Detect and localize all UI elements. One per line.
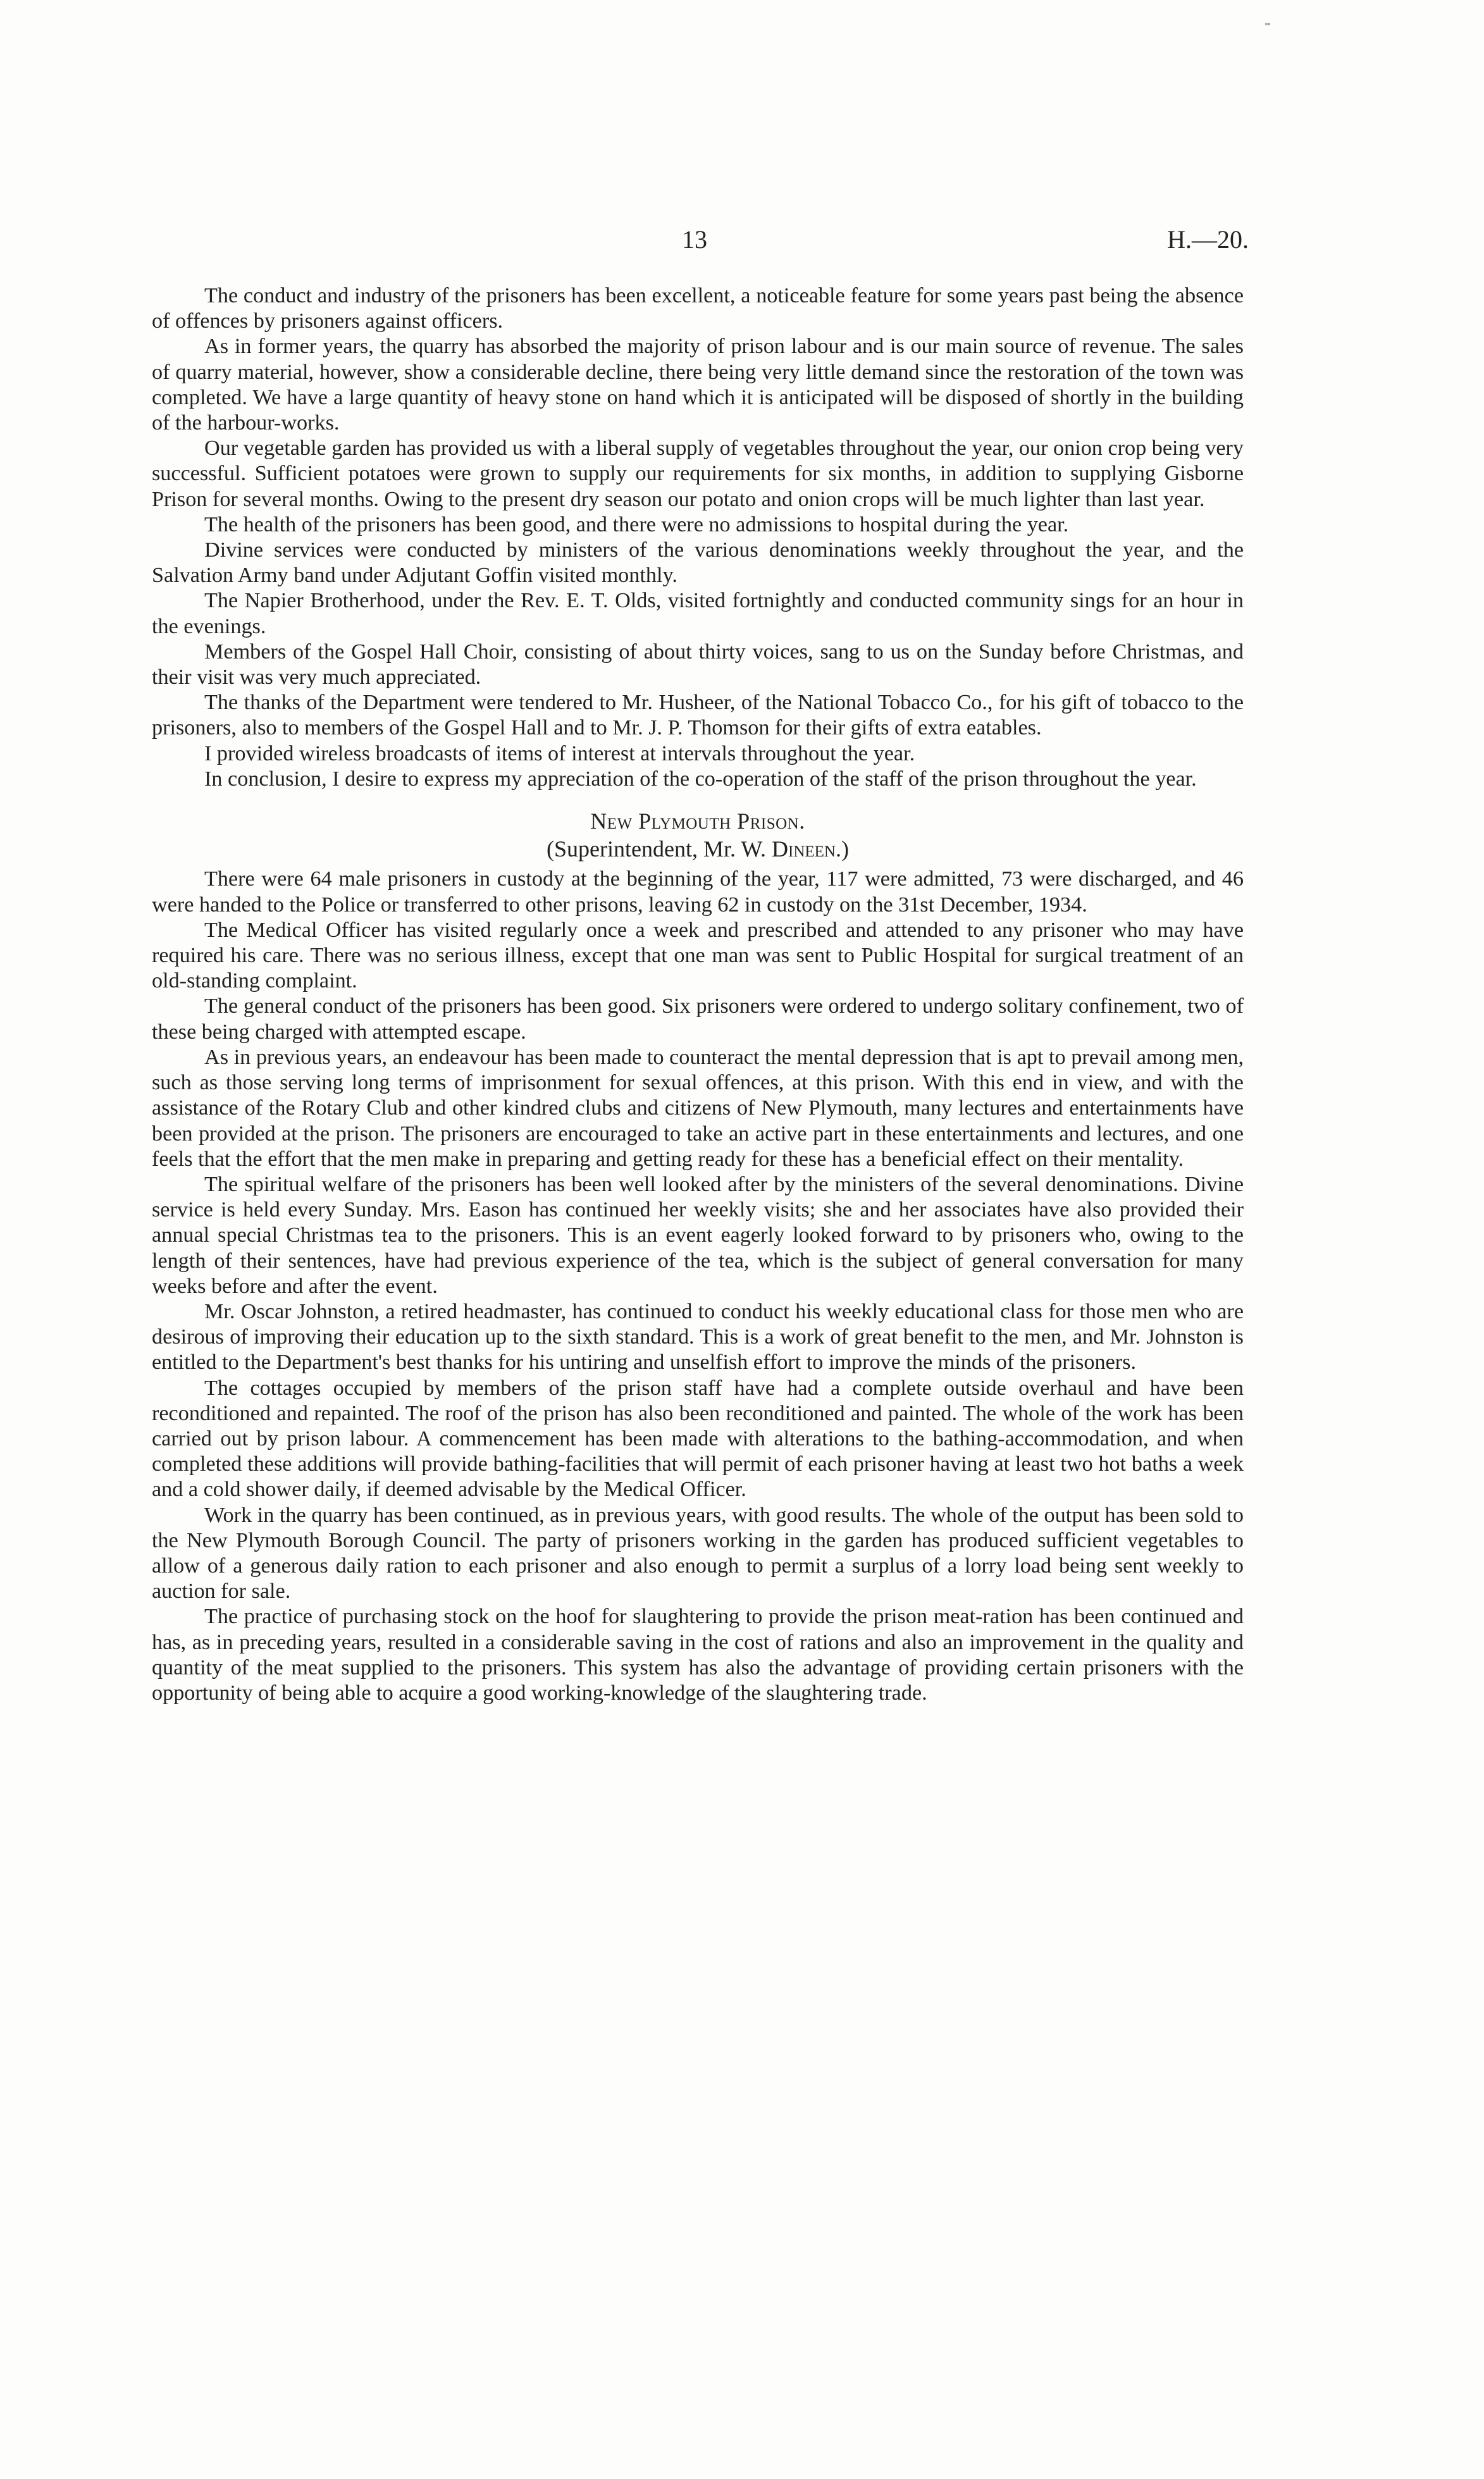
paragraph: The Medical Officer has visited regularly once a week and prescribed and attended to any prisoner who may have required his care. There was no serious illness, except that one man was sent to Public Hospital for surgical treatment of an old-standing complaint. — [152, 918, 1244, 993]
paragraph: As in previous years, an endeavour has been made to counteract the mental depression that is apt to prevail among men, such as those serving long terms of imprisonment for sexual offences, at this prison. With this end in view, and with the assistance of the Rotary Club and other kindred clubs and citizens of New Plymouth, many lectures and entertainments have been provided at the prison. The prisoners are encouraged to take an active part in these entertainments and lectures, and one feels that the effort that the men make in preparing and getting ready for these has a beneficial effect on their mentality. — [152, 1045, 1244, 1171]
paragraph: The thanks of the Department were tendered to Mr. Husheer, of the National Tobacco Co., for his gift of tobacco to the prisoners, also to members of the Gospel Hall and to Mr. J. P. Thomson for their gifts of extra eatables. — [152, 691, 1244, 740]
paragraph: Work in the quarry has been continued, as in previous years, with good results. The whole of the output has been sold to the New Plymouth Borough Council. The party of prisoners working in the garden has produced sufficient vegetables to allow of a generous daily ration to each prisoner and also enough to permit a surplus of a lorry load being sent weekly to auction for sale. — [152, 1503, 1244, 1604]
subtitle-suffix: .) — [835, 836, 849, 862]
page-header — [0, 225, 1484, 263]
paragraph: The general conduct of the prisoners has been good. Six prisoners were ordered to undergo solitary confinement, two of these being charged with attempted escape. — [152, 994, 1244, 1044]
subtitle-prefix: (Superintendent, Mr. W. — [547, 836, 772, 862]
body-text — [152, 283, 1244, 1706]
paragraph: Our vegetable garden has provided us with a liberal supply of vegetables throughout the year, our onion crop being very successful. Sufficient potatoes were grown to supply our requirements for six months, in addition to supplying Gisborne Prison for several months. Owing to the present dry season our potato and onion crops will be much lighter than last year. — [152, 436, 1244, 511]
section-title: New Plymouth Prison. — [590, 808, 805, 834]
superintendent-name: Dineen — [772, 836, 836, 862]
section-subtitle — [152, 836, 1244, 862]
paragraph: The practice of purchasing stock on the hoof for slaughtering to provide the prison meat-ration has been continued and has, as in preceding years, resulted in a considerable saving in the cost of rations and also an improvement in the quality and quantity of the meat supplied to the prisoners. This system has also the advantage of providing certain prisoners with the opportunity of being able to acquire a good working-knowledge of the slaughtering trade. — [152, 1605, 1244, 1705]
paragraph: I provided wireless broadcasts of items of interest at intervals throughout the year. — [204, 741, 915, 765]
paragraph: As in former years, the quarry has absorbed the majority of prison labour and is our main source of revenue. The sales of quarry material, however, show a considerable decline, there being very little demand since the restoration of the town was completed. We have a large quantity of heavy stone on hand which it is anticipated will be disposed of shortly in the building of the harbour-works. — [152, 335, 1244, 435]
paragraph: The health of the prisoners has been good, and there were no admissions to hospital during the year. — [204, 512, 1069, 536]
paragraph: Divine services were conducted by ministers of the various denominations weekly throughout the year, and the Salvation Army band under Adjutant Goffin visited monthly. — [152, 538, 1244, 588]
paragraph: In conclusion, I desire to express my appreciation of the co-operation of the staff of the prison throughout the year. — [204, 767, 1197, 791]
paragraph: Mr. Oscar Johnston, a retired headmaster, has continued to conduct his weekly educational class for those men who are desirous of improving their education up to the sixth standard. This is a work of great benefit to the men, and Mr. Johnston is entitled to the Department's best thanks for his untiring and unselfish effort to improve the minds of the prisoners. — [152, 1299, 1244, 1375]
paragraph: The cottages occupied by members of the prison staff have had a complete outside overhaul and have been reconditioned and repainted. The roof of the prison has also been reconditioned and painted. The whole of the work has been carried out by prison labour. A commencement has been made with alterations to the bathing-accommodation, and when completed these additions will provide bathing-facilities that will permit of each prisoner having at least two hot baths a week and a cold shower daily, if deemed advisable by the Medical Officer. — [152, 1376, 1244, 1502]
paragraph: There were 64 male prisoners in custody at the beginning of the year, 117 were admitted, 73 were discharged, and 46 were handed to the Police or transferred to other prisons, leaving 62 in custody on the 31st December, 1934. — [152, 867, 1244, 917]
page-number: 13 — [682, 225, 707, 254]
scan-mark — [1265, 23, 1270, 25]
document-reference: H.—20. — [1167, 225, 1249, 254]
paragraph: The spiritual welfare of the prisoners has been well looked after by the ministers of the several denominations. Divine service is held every Sunday. Mrs. Eason has continued her weekly visits; she and her associates have also provided their annual special Christmas tea to the prisoners. This is an event eagerly looked forward to by prisoners who, owing to the length of their sentences, have had previous experience of the tea, which is the subject of general conversation for many weeks before and after the event. — [152, 1172, 1244, 1298]
paragraph: Members of the Gospel Hall Choir, consisting of about thirty voices, sang to us on the Sunday before Christmas, and their visit was very much appreciated. — [152, 640, 1244, 689]
paragraph: The conduct and industry of the prisoners has been excellent, a noticeable feature for some years past being the absence of offences by prisoners against officers. — [152, 284, 1244, 333]
paragraph: The Napier Brotherhood, under the Rev. E. T. Olds, visited fortnightly and conducted community sings for an hour in the evenings. — [152, 589, 1244, 638]
